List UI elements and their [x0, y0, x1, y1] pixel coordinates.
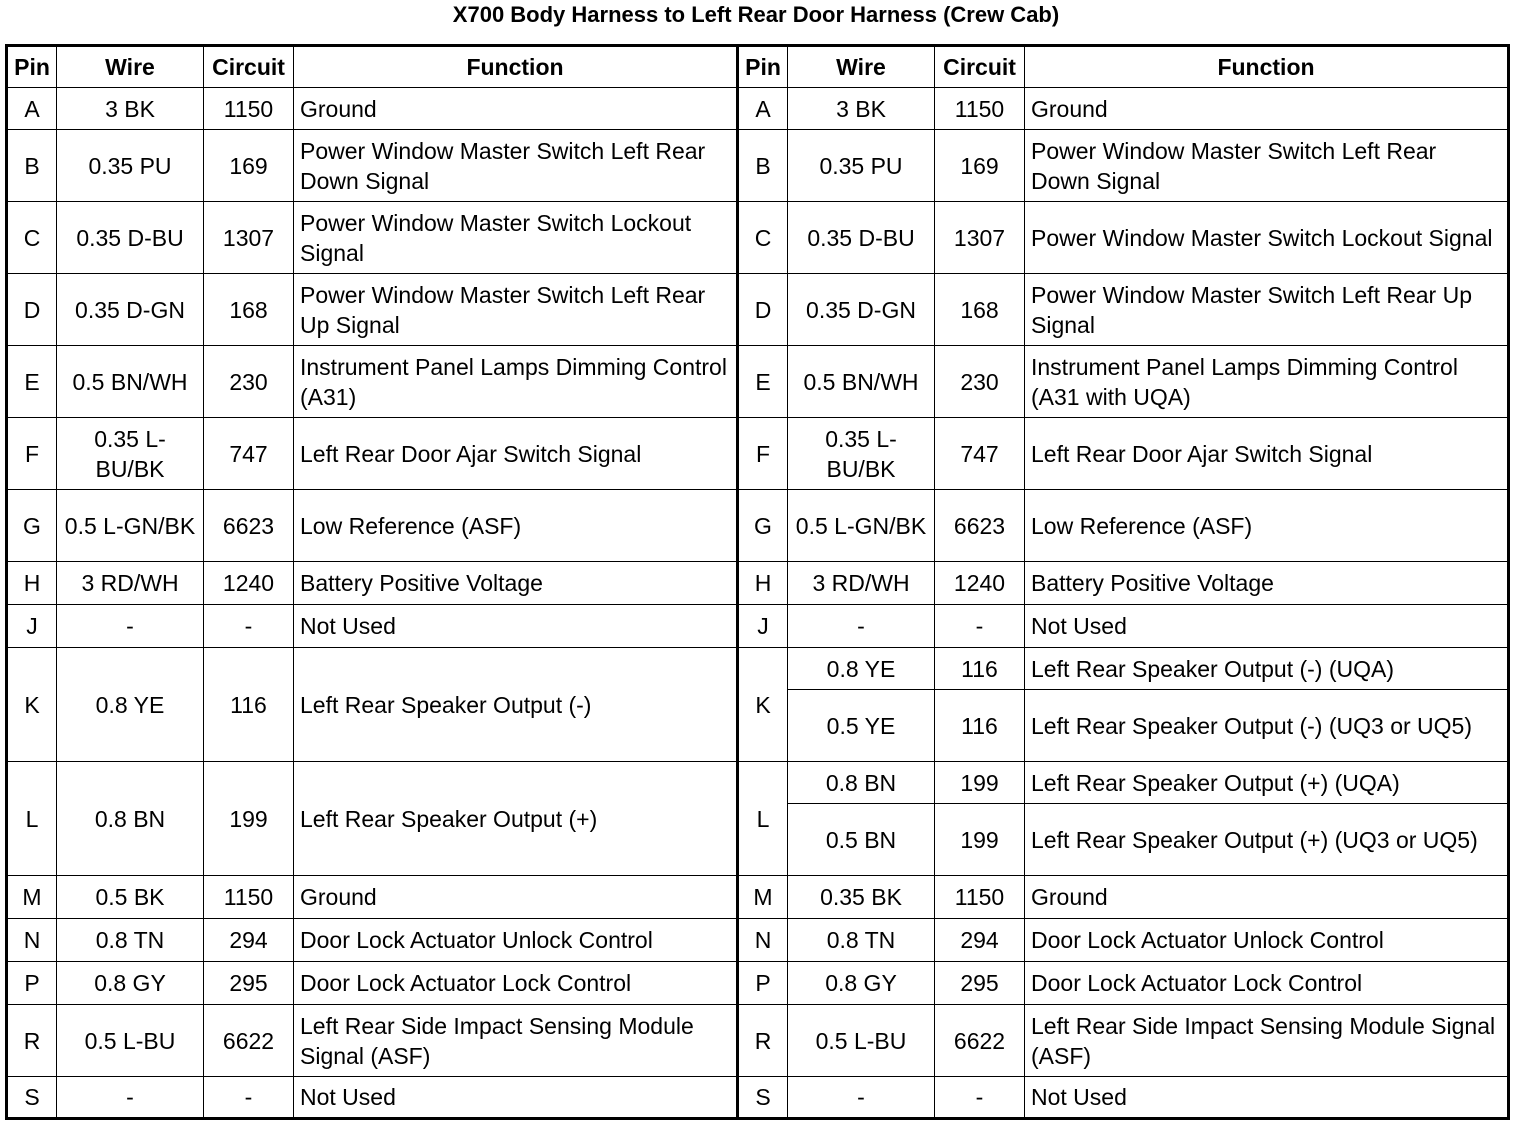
table-row: [7, 962, 1509, 1005]
function-cell: Door Lock Actuator Lock Control: [1025, 962, 1509, 1005]
circuit-cell: 116: [204, 648, 294, 762]
function-cell: Power Window Master Switch Lockout Signal: [294, 202, 738, 274]
circuit-cell: 6622: [935, 1005, 1025, 1077]
wire-cell: 0.8 TN: [57, 919, 204, 962]
wire-cell: -: [57, 605, 204, 648]
wire-cell: -: [788, 605, 935, 648]
wire-cell: 0.35 BK: [788, 876, 935, 919]
function-cell: Low Reference (ASF): [1025, 490, 1509, 562]
wire-cell: -: [57, 1077, 204, 1119]
wire-cell: 0.5 L-GN/BK: [57, 490, 204, 562]
pin-cell: E: [7, 346, 57, 418]
circuit-cell: 294: [935, 919, 1025, 962]
header-circuit: Circuit: [935, 46, 1025, 88]
connector-table: [5, 44, 1510, 1120]
wire-cell: 0.35 L-BU/BK: [788, 418, 935, 490]
function-cell: Left Rear Speaker Output (+) (UQA): [1025, 762, 1509, 804]
wire-cell: 0.5 BN/WH: [57, 346, 204, 418]
header-row: [7, 46, 1509, 88]
pin-cell: B: [738, 130, 788, 202]
function-cell: Not Used: [1025, 605, 1509, 648]
header-function: Function: [294, 46, 738, 88]
circuit-cell: 1307: [204, 202, 294, 274]
pin-cell: J: [738, 605, 788, 648]
pin-cell: P: [738, 962, 788, 1005]
wire-cell: 0.35 D-BU: [788, 202, 935, 274]
table-row: [7, 762, 1509, 804]
circuit-cell: 116: [935, 648, 1025, 690]
wire-cell: 0.5 BK: [57, 876, 204, 919]
table-row: [7, 919, 1509, 962]
wire-cell: 0.35 PU: [57, 130, 204, 202]
pin-cell: F: [7, 418, 57, 490]
header-function: Function: [1025, 46, 1509, 88]
circuit-cell: 168: [935, 274, 1025, 346]
circuit-cell: -: [204, 605, 294, 648]
function-cell: Left Rear Door Ajar Switch Signal: [294, 418, 738, 490]
circuit-cell: 295: [204, 962, 294, 1005]
pin-cell: F: [738, 418, 788, 490]
function-cell: Battery Positive Voltage: [294, 562, 738, 605]
wire-cell: 0.5 BN/WH: [788, 346, 935, 418]
header-circuit: Circuit: [204, 46, 294, 88]
pin-cell: N: [7, 919, 57, 962]
wire-cell: 0.35 D-GN: [57, 274, 204, 346]
function-cell: Left Rear Speaker Output (-): [294, 648, 738, 762]
function-cell: Ground: [1025, 876, 1509, 919]
function-cell: Door Lock Actuator Lock Control: [294, 962, 738, 1005]
function-cell: Door Lock Actuator Unlock Control: [294, 919, 738, 962]
circuit-cell: 1150: [935, 876, 1025, 919]
circuit-cell: 1240: [935, 562, 1025, 605]
function-cell: Left Rear Speaker Output (-) (UQA): [1025, 648, 1509, 690]
wire-cell: 0.35 PU: [788, 130, 935, 202]
pin-cell: J: [7, 605, 57, 648]
function-cell: Left Rear Speaker Output (-) (UQ3 or UQ5): [1025, 690, 1509, 762]
pin-cell: G: [738, 490, 788, 562]
function-cell: Ground: [294, 88, 738, 130]
function-cell: Left Rear Speaker Output (+): [294, 762, 738, 876]
wire-cell: 0.5 L-BU: [788, 1005, 935, 1077]
wire-cell: 0.5 L-BU: [57, 1005, 204, 1077]
pin-cell: A: [738, 88, 788, 130]
function-cell: Instrument Panel Lamps Dimming Control (A31): [294, 346, 738, 418]
circuit-cell: 1307: [935, 202, 1025, 274]
table-row: [7, 1005, 1509, 1077]
function-cell: Door Lock Actuator Unlock Control: [1025, 919, 1509, 962]
circuit-cell: 199: [204, 762, 294, 876]
table-row: [7, 490, 1509, 562]
table-row: [7, 418, 1509, 490]
wire-cell: 0.5 YE: [788, 690, 935, 762]
circuit-cell: 294: [204, 919, 294, 962]
function-cell: Power Window Master Switch Left Rear Down Signal: [1025, 130, 1509, 202]
function-cell: Not Used: [294, 1077, 738, 1119]
circuit-cell: 168: [204, 274, 294, 346]
table-row: [7, 88, 1509, 130]
wire-cell: 0.8 YE: [788, 648, 935, 690]
table-row: [7, 605, 1509, 648]
function-cell: Ground: [294, 876, 738, 919]
circuit-cell: 747: [935, 418, 1025, 490]
circuit-cell: 169: [935, 130, 1025, 202]
function-cell: Ground: [1025, 88, 1509, 130]
circuit-cell: 230: [935, 346, 1025, 418]
function-cell: Left Rear Side Impact Sensing Module Signal (ASF): [294, 1005, 738, 1077]
header-wire: Wire: [57, 46, 204, 88]
wire-cell: 0.8 GY: [57, 962, 204, 1005]
wire-cell: 3 BK: [57, 88, 204, 130]
circuit-cell: 1150: [204, 876, 294, 919]
circuit-cell: 230: [204, 346, 294, 418]
header-wire: Wire: [788, 46, 935, 88]
wire-cell: 0.35 L-BU/BK: [57, 418, 204, 490]
function-cell: Left Rear Door Ajar Switch Signal: [1025, 418, 1509, 490]
pin-cell: E: [738, 346, 788, 418]
function-cell: Low Reference (ASF): [294, 490, 738, 562]
pin-cell: H: [738, 562, 788, 605]
pin-cell: S: [738, 1077, 788, 1119]
pin-cell: L: [738, 762, 788, 876]
function-cell: Battery Positive Voltage: [1025, 562, 1509, 605]
circuit-cell: 295: [935, 962, 1025, 1005]
pin-cell: C: [738, 202, 788, 274]
wire-cell: -: [788, 1077, 935, 1119]
circuit-cell: 1150: [204, 88, 294, 130]
wire-cell: 0.8 GY: [788, 962, 935, 1005]
function-cell: Power Window Master Switch Left Rear Up Signal: [294, 274, 738, 346]
table-row: [7, 130, 1509, 202]
pin-cell: S: [7, 1077, 57, 1119]
circuit-cell: -: [204, 1077, 294, 1119]
wire-cell: 3 RD/WH: [788, 562, 935, 605]
function-cell: Not Used: [1025, 1077, 1509, 1119]
circuit-cell: 1240: [204, 562, 294, 605]
table-row: [7, 562, 1509, 605]
pin-cell: D: [738, 274, 788, 346]
header-pin: Pin: [7, 46, 57, 88]
pin-cell: H: [7, 562, 57, 605]
wire-cell: 0.8 BN: [57, 762, 204, 876]
table-row: [7, 876, 1509, 919]
wire-cell: 0.8 YE: [57, 648, 204, 762]
function-cell: Power Window Master Switch Left Rear Up Signal: [1025, 274, 1509, 346]
pin-cell: L: [7, 762, 57, 876]
wire-cell: 0.5 BN: [788, 804, 935, 876]
pin-cell: G: [7, 490, 57, 562]
pin-cell: M: [738, 876, 788, 919]
function-cell: Power Window Master Switch Left Rear Down Signal: [294, 130, 738, 202]
wire-cell: 3 BK: [788, 88, 935, 130]
wire-cell: 0.35 D-BU: [57, 202, 204, 274]
pin-cell: K: [738, 648, 788, 762]
circuit-cell: 199: [935, 804, 1025, 876]
pin-cell: P: [7, 962, 57, 1005]
wire-cell: 0.5 L-GN/BK: [788, 490, 935, 562]
wire-cell: 0.8 BN: [788, 762, 935, 804]
pin-cell: D: [7, 274, 57, 346]
pin-cell: R: [738, 1005, 788, 1077]
wire-cell: 0.35 D-GN: [788, 274, 935, 346]
circuit-cell: -: [935, 1077, 1025, 1119]
table-row: [7, 274, 1509, 346]
pin-cell: R: [7, 1005, 57, 1077]
pin-cell: B: [7, 130, 57, 202]
pin-cell: N: [738, 919, 788, 962]
pin-cell: A: [7, 88, 57, 130]
function-cell: Left Rear Speaker Output (+) (UQ3 or UQ5): [1025, 804, 1509, 876]
function-cell: Left Rear Side Impact Sensing Module Signal (ASF): [1025, 1005, 1509, 1077]
wire-cell: 0.8 TN: [788, 919, 935, 962]
pin-cell: C: [7, 202, 57, 274]
pin-cell: K: [7, 648, 57, 762]
circuit-cell: 169: [204, 130, 294, 202]
circuit-cell: 6623: [935, 490, 1025, 562]
circuit-cell: 747: [204, 418, 294, 490]
function-cell: Instrument Panel Lamps Dimming Control (A31 with UQA): [1025, 346, 1509, 418]
wire-cell: 3 RD/WH: [57, 562, 204, 605]
table-title: X700 Body Harness to Left Rear Door Harness (Crew Cab): [452, 2, 1060, 27]
table-row: [7, 1077, 1509, 1119]
circuit-cell: 6622: [204, 1005, 294, 1077]
circuit-cell: -: [935, 605, 1025, 648]
table-row: [7, 346, 1509, 418]
header-pin: Pin: [738, 46, 788, 88]
circuit-cell: 1150: [935, 88, 1025, 130]
table-row: [7, 648, 1509, 690]
function-cell: Power Window Master Switch Lockout Signal: [1025, 202, 1509, 274]
pin-cell: M: [7, 876, 57, 919]
function-cell: Not Used: [294, 605, 738, 648]
circuit-cell: 199: [935, 762, 1025, 804]
circuit-cell: 6623: [204, 490, 294, 562]
table-row: [7, 202, 1509, 274]
circuit-cell: 116: [935, 690, 1025, 762]
